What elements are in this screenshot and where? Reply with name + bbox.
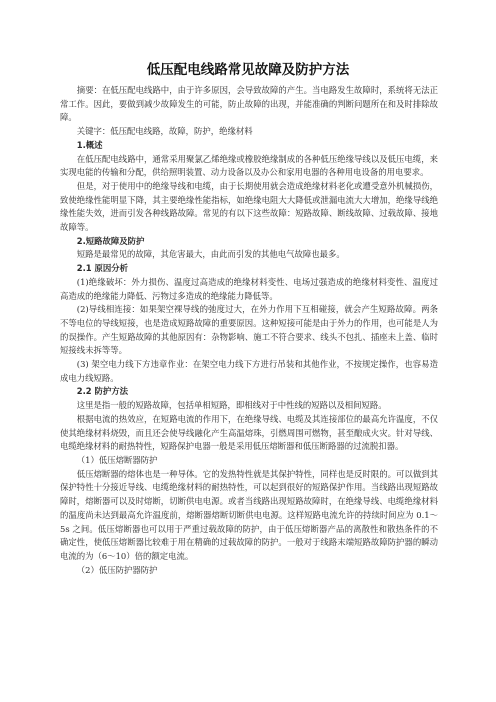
cause-item-2: (2)导线相连接：如果架空裸导线的弛度过大，在外力作用下互相碰接，就会产生短路故障。两条不等电位的导线短接，也是造成短路故障的重要原因。这种短接可能是由于外力的作用，也可能是人为的误操作。产生短路故障的其他原因有：杂物影响、施工不符合要求、线头不包扎、插座未上盖、临时短接线未拆等等。 xyxy=(60,304,438,356)
keywords-line: 关键字：低压配电线路，故障，防护，绝缘材料 xyxy=(76,126,253,137)
section-heading-short-circuit: 2.短路故障及防护 xyxy=(76,235,145,246)
short-circuit-intro: 短路是最常见的故障，其危害最大，由此而引发的其他电气故障也最多。 xyxy=(76,249,345,260)
subsection-heading-causes: 2.1 原因分析 xyxy=(76,263,129,274)
protection-paragraph-2: 根据电流的热效应，在短路电流的作用下，在绝缘导线、电缆及其连接部位的最高允许温度，不仅使其绝缘材料烧毁，而且还会使导线融化产生高温熔珠，引燃周围可燃物，甚至酿成火灾。针对导线、电缆绝缘材料的耐热特性，短路保护电器一般是采用低压熔断器和低压断路器的过流脱扣器。 xyxy=(60,413,438,452)
cause-item-3: (3) 架空电力线下方违章作业：在架空电力线下方进行吊装和其他作业，不按规定操作，也容易造成电力线短路。 xyxy=(60,359,438,383)
overview-paragraph-2: 但是，对于使用中的绝缘导线和电缆，由于长期使用就会造成绝缘材料老化或遭受意外机械损伤，致使绝缘性能明显下降，其主要绝缘性能指标，如绝缘电阻大大降低或泄漏电流大大增加，绝缘导线绝缘性能失效，进而引发各种线路故障。常见的有以下这些故障：短路故障、断线故障、过载故障、接地故障等。 xyxy=(60,180,438,233)
document-title: 低压配电线路常见故障及防护方法 xyxy=(146,62,350,78)
cause-item-1: (1)绝缘破坏：外力损伤、温度过高造成的绝缘材料变性、电场过强造成的绝缘材料变性、温度过高造成的绝缘能力降低、污物过多造成的绝缘能力降低等。 xyxy=(60,276,438,301)
document-body xyxy=(60,84,438,577)
section-heading-overview: 1.概述 xyxy=(76,139,103,150)
fuse-protection-paragraph: 低压熔断器的熔体也是一种导体。它的发热特性就是其保护特性，同样也是反时限的。可以做到其保护特性十分接近导线、电缆绝缘材料的耐热特性，可以起到很好的短路保护作用。当线路出现短路故障时，熔断器可以及时熔断，切断供电电源。或者当线路出现短路故障时，在绝缘导线、电缆绝缘材料的温度尚未达到最高允许温度前，熔断器熔断切断供电电源。这样短路电流允许的持续时间应为 0.1～5s 之间。低压熔断器也可以用于严重过载故障的防护，由于低压熔断器产品的离散性和散热条件的不确定性，使低压熔断器比较难于用在精确的过载故障的防护。一般对于线路末端短路故障防护器的瞬动电流的为（6～10）倍的额定电流。 xyxy=(60,468,438,561)
protection-paragraph-1: 这里是指一般的短路故障，包括单相短路，即相线对于中性线的短路以及相间短路。 xyxy=(76,400,387,411)
heading-fuse-protection: （1）低压熔断器防护 xyxy=(76,454,158,465)
subsection-heading-protection: 2.2 防护方法 xyxy=(76,386,129,397)
heading-protector-protection: （2）低压防护器防护 xyxy=(76,564,158,575)
overview-paragraph-1: 在低压配电线路中，通常采用聚氯乙烯绝缘或橡胶绝缘制成的各种低压绝缘导线以及低压电缆，来实现电能的传输和分配，供给照明装置、动力设备以及办公和家用电器的各种用电设备的用电要求。 xyxy=(60,153,438,178)
abstract-paragraph: 摘要：在低压配电线路中，由于许多原因，会导致故障的产生。当电路发生故障时，系统将无法正常工作。因此，要做到减少故障发生的可能，防止故障的出现，并能准确的判断问题所在和及时排除故障。 xyxy=(60,85,438,123)
